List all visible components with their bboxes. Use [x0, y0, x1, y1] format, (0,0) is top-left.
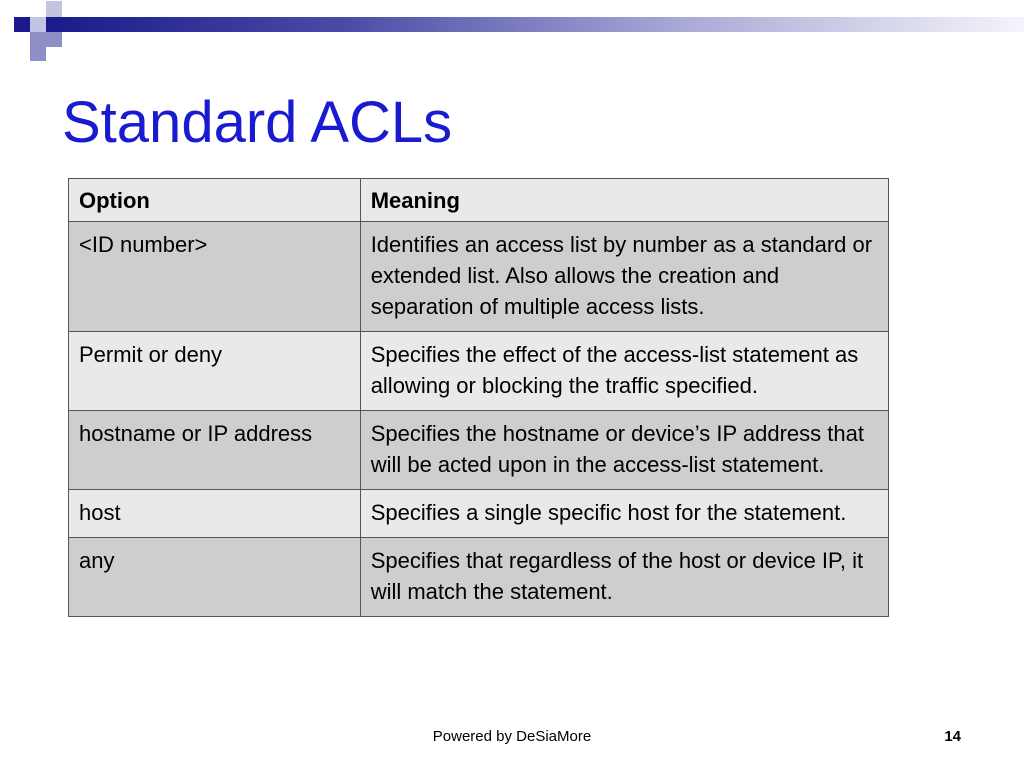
slide-title: Standard ACLs	[62, 90, 453, 155]
corner-square-mid-2	[46, 32, 62, 47]
header-option: Option	[69, 179, 361, 222]
option-cell: host	[69, 490, 361, 538]
corner-square-dark	[14, 17, 30, 32]
corner-square-mid-3	[30, 47, 46, 61]
header-meaning: Meaning	[360, 179, 888, 222]
meaning-cell: Specifies the effect of the access-list statement as allowing or blocking the traffic specified.	[360, 332, 888, 411]
meaning-cell: Specifies that regardless of the host or device IP, it will match the statement.	[360, 538, 888, 617]
slide-footer: Powered by DeSiaMore	[432, 728, 592, 745]
table-row	[69, 332, 889, 411]
meaning-cell: Specifies a single specific host for the statement.	[360, 490, 888, 538]
table-row	[69, 222, 889, 332]
option-cell: Permit or deny	[69, 332, 361, 411]
corner-square-light	[30, 17, 46, 32]
option-cell: hostname or IP address	[69, 411, 361, 490]
table-row	[69, 538, 889, 617]
table-row	[69, 490, 889, 538]
meaning-cell: Identifies an access list by number as a standard or extended list. Also allows the creation and separation of multiple access lists.	[360, 222, 888, 332]
meaning-cell: Specifies the hostname or device’s IP address that will be acted upon in the access-list statement.	[360, 411, 888, 490]
page-number: 14	[944, 728, 961, 745]
table-header-row	[69, 179, 889, 222]
option-cell: any	[69, 538, 361, 617]
corner-square-light-2	[46, 1, 62, 17]
corner-square-mid	[30, 32, 46, 47]
option-cell: <ID number>	[69, 222, 361, 332]
acl-options-table	[68, 178, 889, 617]
header-gradient-bar	[46, 17, 1024, 32]
table-row	[69, 411, 889, 490]
